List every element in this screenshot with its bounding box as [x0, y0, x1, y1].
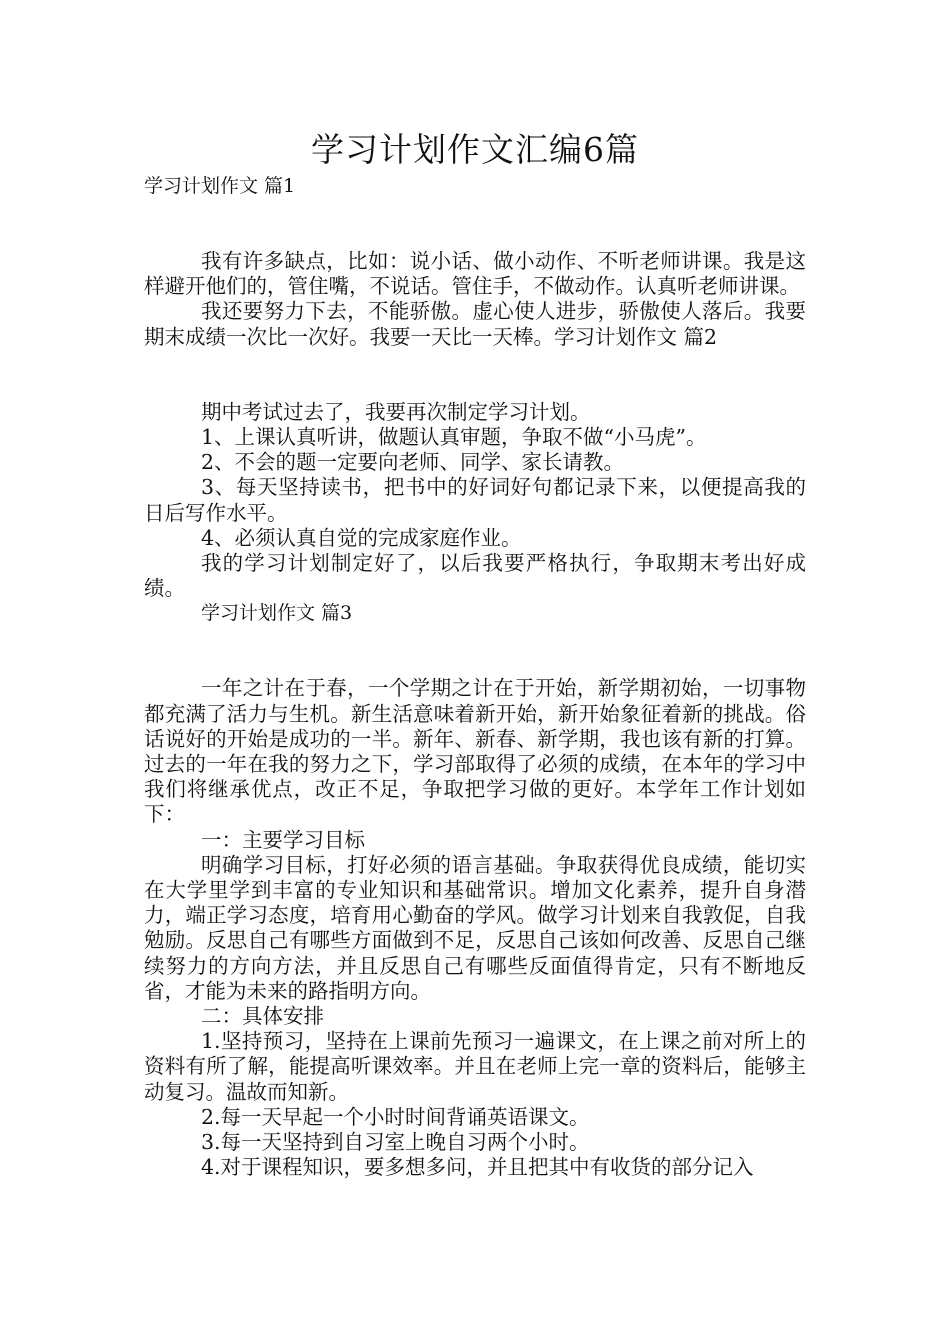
list-item: 2.每一天早起一个小时时间背诵英语课文。	[201, 1104, 590, 1129]
paragraph: 我还要努力下去，不能骄傲。虚心使人进步，骄傲使人落后。我要期末成绩一次比一次好。我要一天比一天棒。学习计划作文 篇2	[144, 299, 806, 349]
list-item: 2、不会的题一定要向老师、同学、家长请教。	[201, 450, 625, 475]
document-page	[144, 126, 806, 1181]
list-item: 3、每天坚持读书，把书中的好词好句都记录下来，以便提高我的日后写作水平。	[144, 475, 806, 525]
spacer	[144, 199, 806, 249]
list-item: 3.每一天坚持到自习室上晚自习两个小时。	[201, 1130, 590, 1155]
subheading: 一：主要学习目标	[201, 827, 365, 852]
paragraph: 我有许多缺点，比如：说小话、做小动作、不听老师讲课。我是这样避开他们的，管住嘴，不说话。管住手，不做动作。认真听老师讲课。	[144, 249, 806, 299]
list-item: 1、上课认真听讲，做题认真审题，争取不做“小马虎”。	[201, 425, 707, 450]
paragraph: 一年之计在于春，一个学期之计在于开始，新学期初始，一切事物都充满了活力与生机。新生活意味着新开始，新开始象征着新的挑战。俗话说好的开始是成功的一半。新年、新春、新学期，我也该有新的打算。过去的一年在我的努力之下，学习部取得了必须的成绩，在本年的学习中我们将继承优点，改正不足，争取把学习做的更好。本学年工作计划如下：	[144, 676, 806, 827]
subheading: 二：具体安排	[201, 1004, 324, 1029]
spacer	[144, 626, 806, 676]
list-item: 4、必须认真自觉的完成家庭作业。	[201, 525, 522, 550]
paragraph: 明确学习目标，打好必须的语言基础。争取获得优良成绩，能切实在大学里学到丰富的专业知识和基础常识。增加文化素养，提升自身潜力，端正学习态度，培育用心勤奋的学风。做学习计划来自我敦促，自我勉励。反思自己有哪些方面做到不足，反思自己该如何改善、反思自己继续努力的方向方法，并且反思自己有哪些反面值得肯定，只有不断地反省，才能为未来的路指明方向。	[144, 852, 806, 1003]
list-item: 1.坚持预习，坚持在上课前先预习一遍课文，在上课之前对所上的资料有所了解，能提高听课效率。并且在老师上完一章的资料后，能够主动复习。温故而知新。	[144, 1029, 806, 1104]
section-heading-1: 学习计划作文 篇1	[144, 175, 296, 197]
paragraph: 期中考试过去了，我要再次制定学习计划。	[201, 399, 591, 424]
document-title: 学习计划作文汇编6篇	[311, 130, 639, 169]
spacer	[144, 350, 806, 400]
section-heading-3: 学习计划作文 篇3	[201, 602, 353, 625]
list-item: 4.对于课程知识，要多想多问，并且把其中有收货的部分记入	[201, 1155, 754, 1180]
paragraph: 我的学习计划制定好了，以后我要严格执行，争取期末考出好成绩。	[144, 551, 806, 601]
